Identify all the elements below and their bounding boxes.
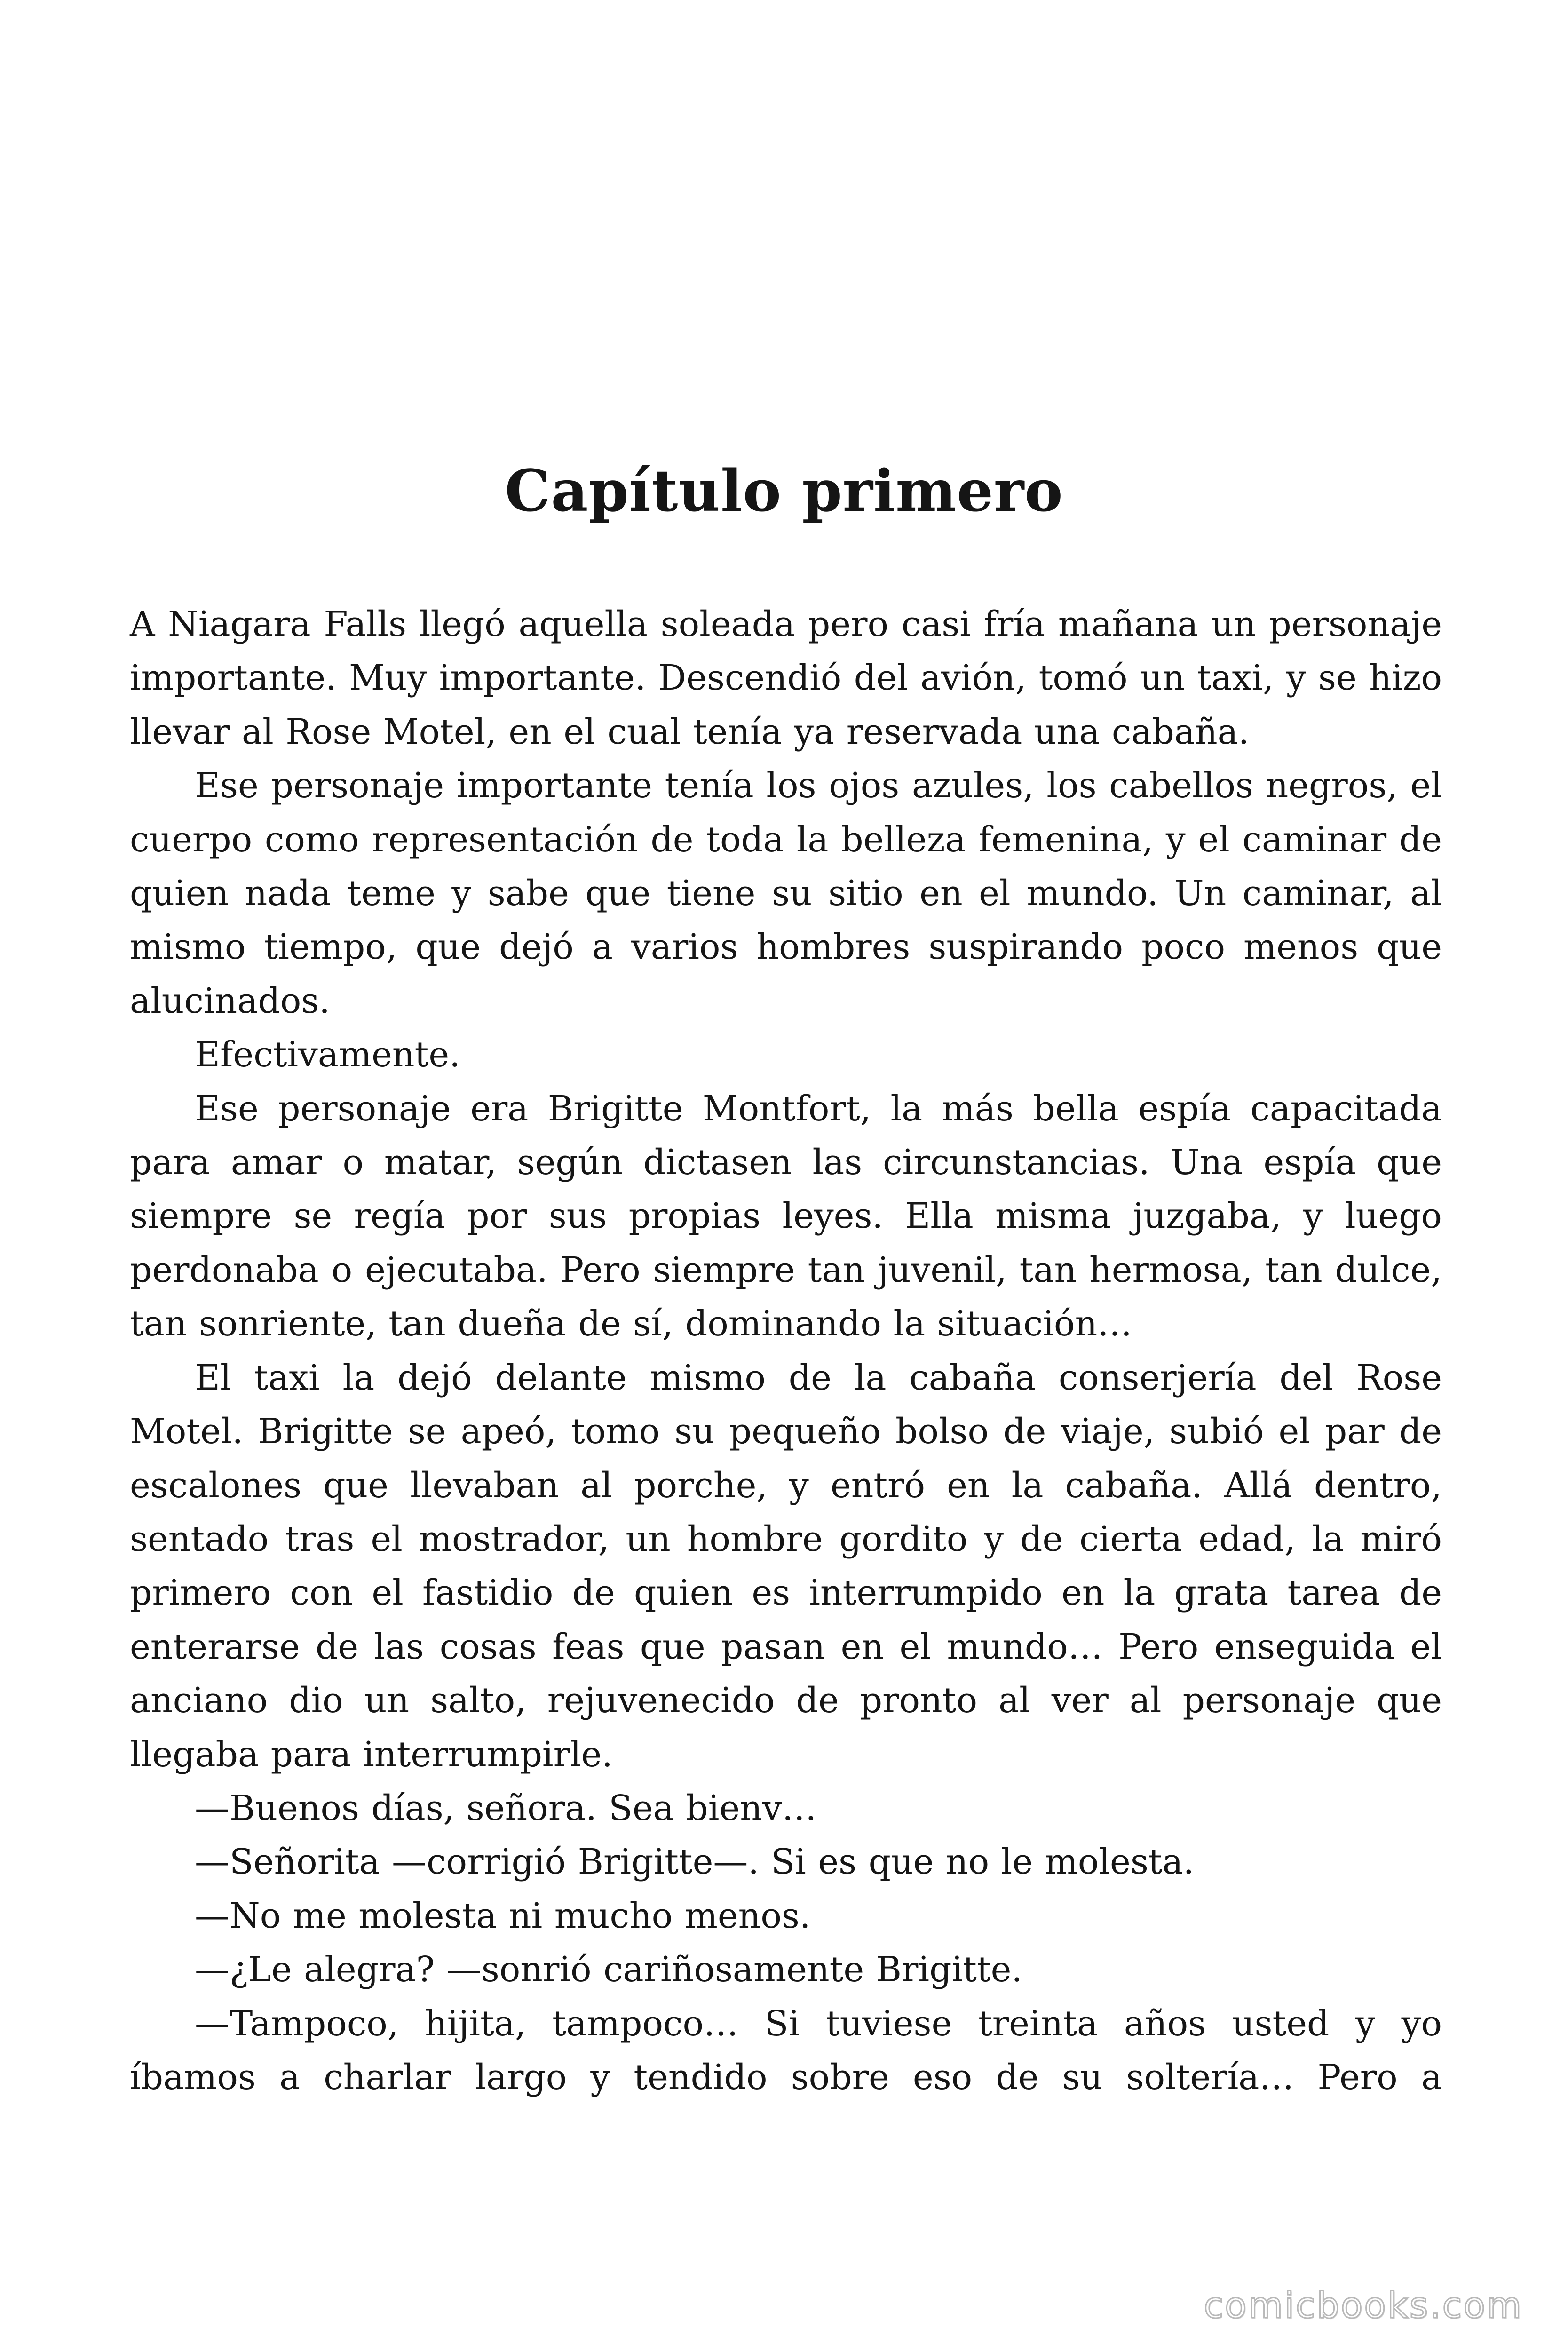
dialogue-line-4: —¿Le alegra? —sonrió cariñosamente Brigitte. bbox=[195, 1949, 1022, 1990]
dialogue-line-5: —Tampoco, hijita, tampoco… Si tuviese treinta años usted y yo íbamos a charlar largo y tendido sobre eso de su soltería… Pero a bbox=[130, 2003, 1442, 2098]
paragraph-2: Ese personaje importante tenía los ojos azules, los cabellos negros, el cuerpo como representación de toda la belleza femenina, y el caminar de quien nada teme y sabe que tiene su sitio en el mundo. Un caminar, al mismo tiempo, que dejó a varios hombres suspirando poco menos que alucinados. bbox=[130, 765, 1442, 1021]
chapter-title: Capítulo primero bbox=[505, 457, 1063, 524]
dialogue-line-2: —Señorita —corrigió Brigitte—. Si es que no le molesta. bbox=[195, 1842, 1195, 1883]
paragraph-5: El taxi la dejó delante mismo de la cabaña conserjería del Rose Motel. Brigitte se apeó, tomo su pequeño bolso de viaje, subió el par de escalones que llevaban al porche, y entró en la cabaña. Allá dentro, sentado tras el mostrador, un hombre gordito y de cierta edad, la miró primero con el fastidio de quien es interrumpido en la grata tarea de enterarse de las cosas feas que pasan en el mundo… Pero enseguida el anciano dio un salto, rejuvenecido de pronto al ver al personaje que llegaba para interrumpirle. bbox=[130, 1357, 1442, 1775]
watermark-logo: comicbooks.com bbox=[1204, 2284, 1523, 2326]
paragraph-1: A Niagara Falls llegó aquella soleada pero casi fría mañana un personaje importante. Muy importante. Descendió del avión, tomó un taxi, y se hizo llevar al Rose Motel, en el cual tenía ya reservada una cabaña. bbox=[130, 604, 1442, 752]
paragraph-3: Efectivamente. bbox=[195, 1034, 460, 1075]
paragraph-4: Ese personaje era Brigitte Montfort, la más bella espía capacitada para amar o matar, según dictasen las circunstancias. Una espía que siempre se regía por sus propias leyes. Ella misma juzgaba, y luego perdonaba o ejecutaba. Pero siempre tan juvenil, tan hermosa, tan dulce, tan sonriente, tan dueña de sí, dominando la situación… bbox=[130, 1088, 1442, 1344]
dialogue-line-3: —No me molesta ni mucho menos. bbox=[195, 1895, 811, 1936]
chapter-body bbox=[130, 597, 1442, 2104]
dialogue-line-1: —Buenos días, señora. Sea bienv… bbox=[195, 1788, 817, 1828]
